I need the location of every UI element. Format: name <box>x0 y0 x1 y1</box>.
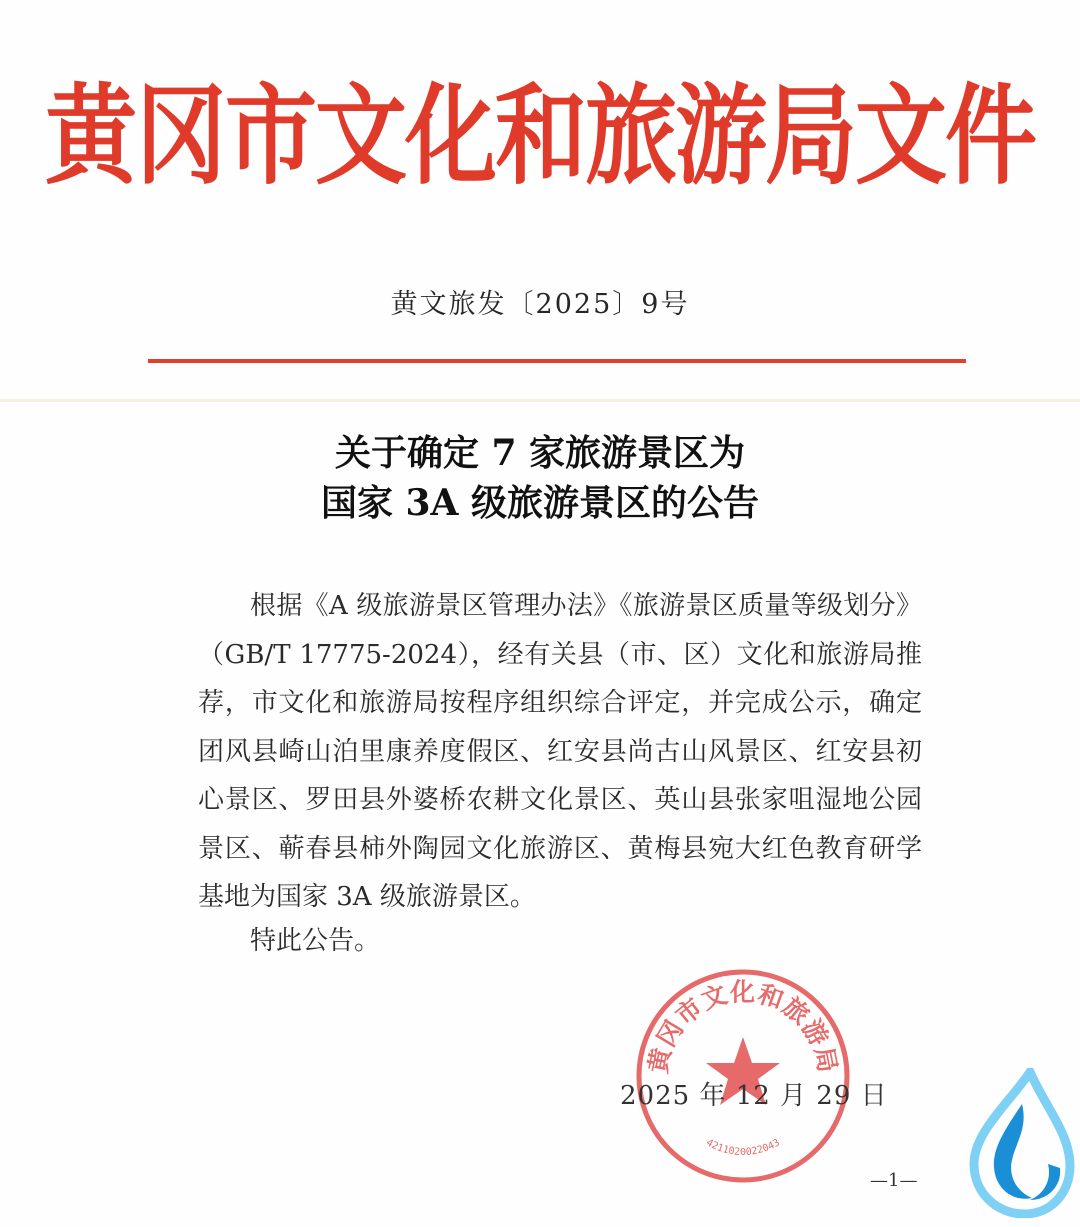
issuer-header-title: 黄冈市文化和旅游局文件 <box>44 73 1035 200</box>
document-number: 黄文旅发〔2025〕9号 <box>390 289 690 320</box>
paper-fold-line <box>0 399 1080 402</box>
page-number: —1— <box>870 1170 918 1191</box>
announcement-title <box>0 428 1080 528</box>
announcement-closing: 特此公告。 <box>250 926 381 956</box>
announcement-title-line-1: 关于确定 7 家旅游景区为 <box>334 432 746 474</box>
announcement-title-line-2: 国家 3A 级旅游景区的公告 <box>320 482 760 524</box>
seal-title: 黄冈市文化和旅游局 <box>643 977 843 1076</box>
header-divider <box>148 359 966 363</box>
water-drop-icon <box>966 1068 1076 1218</box>
drop-highlight <box>1030 1164 1060 1200</box>
seal-code: 4211020022043 <box>704 1137 782 1159</box>
announcement-date: 2025 年 12 月 29 日 <box>620 1081 888 1111</box>
drop-inner <box>994 1104 1032 1199</box>
announcement-body: 根据《A 级旅游景区管理办法》《旅游景区质量等级划分》（GB/T 17775-2024），经有关县（市、区）文化和旅游局推荐，市文化和旅游局按程序组织综合评定，并完成公示，确定团风县崎山泊里康养度假区、红安县尚古山风景区、红安县初心景区、罗田县外婆桥农耕文化景区、英山县张家咀湿地公园景区、蕲春县柿外陶园文化旅游区、黄梅县宛大红色教育研学基地为国家 3A 级旅游景区。 <box>198 591 922 912</box>
